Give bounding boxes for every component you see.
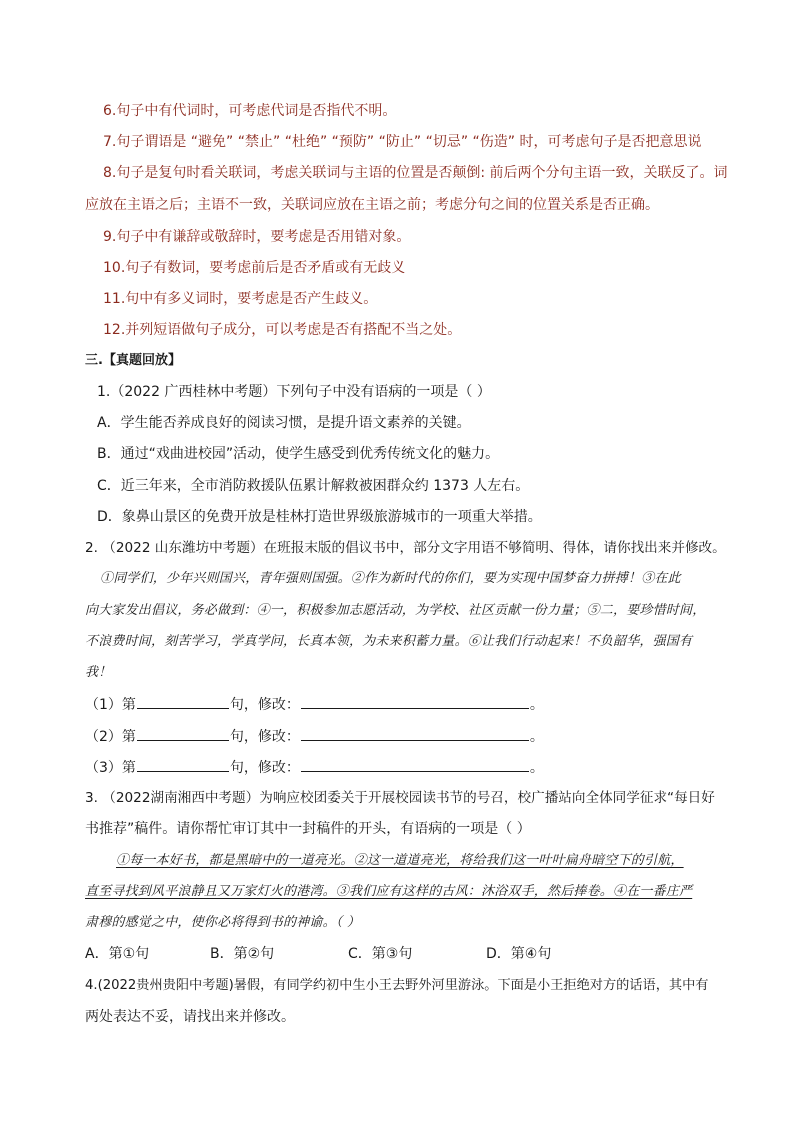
tip-9: 9.句子中有谦辞或敬辞时，要考虑是否用错对象。 bbox=[103, 229, 411, 245]
tip-8: 8.句子是复句时看关联词，考虑关联词与主语的位置是否颠倒: 前后两个分句主语一致，关联反了。词 bbox=[103, 165, 728, 181]
sentence-number-input-2[interactable] bbox=[137, 726, 229, 741]
tip-11: 11.句中有多义词时，要考虑是否产生歧义。 bbox=[103, 291, 378, 307]
section-title: 三.【真题回放】 bbox=[85, 353, 181, 368]
q3-option-a: A．第①句 bbox=[85, 946, 150, 962]
q2-passage-line-2: 向大家发出倡议，务必做到：④一，积极参加志愿活动，为学校、社区贡献一份力量；⑤二，要珍惜时间， bbox=[85, 603, 706, 618]
revision-input-3[interactable] bbox=[301, 757, 529, 772]
q2-blank-row-1 bbox=[85, 694, 544, 715]
q3-option-b: B．第②句 bbox=[210, 946, 275, 962]
q2-blank-row-2 bbox=[85, 726, 544, 747]
q1-option-a: A．学生能否养成良好的阅读习惯，是提升语文素养的关键。 bbox=[97, 415, 471, 431]
blank-mid: 句，修改： bbox=[229, 729, 300, 745]
blank-mid: 句，修改： bbox=[229, 697, 300, 713]
q4-stem-line-1: 4.(2022贵州贵阳中考题)暑假，有同学约初中生小王去野外河里游泳。下面是小王拒绝对方的话语，其中有 bbox=[85, 978, 709, 993]
tip-12: 12.并列短语做句子成分，可以考虑是否有搭配不当之处。 bbox=[103, 322, 462, 338]
q3-passage-line-3: 肃穆的感觉之中，使你必将得到书的神谕。（ ） bbox=[85, 915, 361, 930]
sentence-number-input-1[interactable] bbox=[137, 694, 229, 709]
q2-passage-line-1: ①同学们，少年兴则国兴，青年强则国强。②作为新时代的你们，要为实现中国梦奋力拼搏！③在此 bbox=[100, 571, 681, 586]
blank-end: 。 bbox=[529, 729, 544, 745]
q1-option-c: C．近三年来，全市消防救援队伍累计解救被困群众约 1373 人左右。 bbox=[97, 478, 530, 494]
q4-stem-line-2: 两处表达不妥，请找出来并修改。 bbox=[85, 1009, 295, 1025]
q2-passage-line-4: 我！ bbox=[85, 665, 112, 680]
tip-7: 7.句子谓语是 “避免” “禁止” “杜绝” “预防” “防止” “切忌” “伤造” 时，可考虑句子是否把意思说 bbox=[103, 134, 702, 150]
revision-input-2[interactable] bbox=[301, 726, 529, 741]
blank-end: 。 bbox=[529, 697, 544, 713]
blank-mid: 句，修改： bbox=[229, 760, 300, 776]
tip-6: 6.句子中有代词时，可考虑代词是否指代不明。 bbox=[103, 103, 397, 119]
q3-passage-line-2: 直至寻找到风平浪静且又万家灯火的港湾。③我们应有这样的古风：沐浴双手，然后捧卷。④在一番庄严 bbox=[85, 884, 693, 899]
sentence-number-input-3[interactable] bbox=[137, 757, 229, 772]
blank-label: （1）第 bbox=[85, 697, 136, 713]
q1-stem: 1.（2022 广西桂林中考题）下列句子中没有语病的一项是（ ） bbox=[97, 384, 491, 400]
q2-stem: 2. （2022 山东潍坊中考题）在班报末版的倡议书中，部分文字用语不够简明、得体，请你找出来并修改。 bbox=[85, 540, 726, 556]
q3-stem-line-1: 3. （2022湖南湘西中考题）为响应校团委关于开展校园读书节的号召，校广播站向全体同学征求“每日好 bbox=[85, 790, 715, 806]
q2-blank-row-3 bbox=[85, 757, 544, 778]
q3-option-c: C．第③句 bbox=[348, 946, 413, 962]
blank-label: （3）第 bbox=[85, 760, 136, 776]
revision-input-1[interactable] bbox=[301, 694, 529, 709]
blank-end: 。 bbox=[529, 760, 544, 776]
q3-stem-line-2: 书推荐”稿件。请你帮忙审订其中一封稿件的开头，有语病的一项是（ ） bbox=[85, 821, 531, 837]
tip-8-cont: 应放在主语之后；主语不一致，关联词应放在主语之前；考虑分句之间的位置关系是否正确。 bbox=[85, 197, 659, 213]
q1-option-d: D．象鼻山景区的免费开放是桂林打造世界级旅游城市的一项重大举措。 bbox=[97, 509, 542, 525]
q3-passage-line-1: ①每一本好书，都是黑暗中的一道亮光。②这一道道亮光，将给我们这一叶叶扁舟暗空下的引航， bbox=[116, 853, 684, 868]
q3-option-d: D．第④句 bbox=[486, 946, 552, 962]
blank-label: （2）第 bbox=[85, 729, 136, 745]
q2-passage-line-3: 不浪费时间，刻苦学习，学真学问，长真本领，为未来积蓄力量。⑥让我们行动起来！不负韶华，强国有 bbox=[85, 634, 693, 649]
tip-10: 10.句子有数词，要考虑前后是否矛盾或有无歧义 bbox=[103, 260, 406, 276]
q1-option-b: B．通过“戏曲进校园”活动，使学生感受到优秀传统文化的魅力。 bbox=[97, 446, 500, 462]
